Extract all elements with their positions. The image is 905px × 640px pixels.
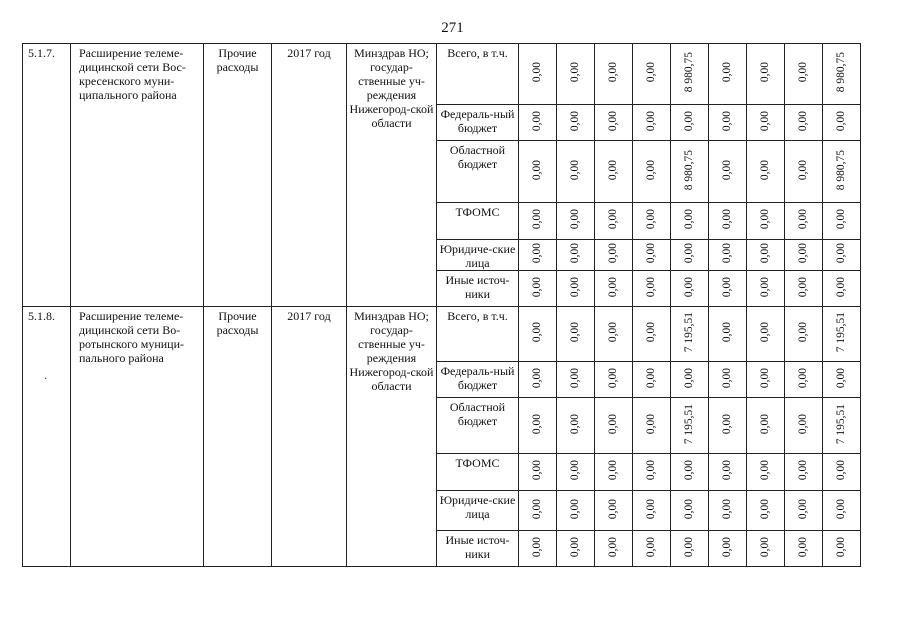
value-cell: [671, 203, 709, 240]
value-text: 0,00: [721, 62, 733, 83]
value-text: 0,00: [645, 498, 657, 520]
value-text: 0,00: [607, 243, 619, 264]
value-cell: [633, 398, 671, 454]
value-cell: [519, 531, 557, 567]
value-cell: [823, 307, 861, 362]
value-text: 0,00: [531, 322, 543, 343]
value-cell: [633, 491, 671, 531]
value-text: 0,00: [721, 243, 733, 264]
value-text: 0,00: [797, 159, 809, 181]
value-text: 0,00: [797, 110, 809, 132]
funding-source: Всего, в т.ч.: [437, 44, 519, 105]
value-text: 0,00: [721, 322, 733, 343]
page-number: 271: [441, 20, 464, 36]
value-text: 0,00: [721, 110, 733, 132]
year-cell: 2017 год: [272, 307, 347, 567]
value-text: 0,00: [607, 536, 619, 558]
value-text: 0,00: [759, 62, 771, 83]
value-text: 0,00: [759, 209, 771, 230]
value-text: 0,00: [645, 322, 657, 343]
value-text: 0,00: [835, 209, 847, 230]
value-text: 0,00: [607, 62, 619, 83]
value-cell: [633, 240, 671, 271]
value-cell: [709, 362, 747, 398]
funding-source: Юридиче-ские лица: [437, 240, 519, 271]
value-text: 0,00: [683, 367, 695, 389]
value-text: 0,00: [759, 110, 771, 132]
value-text: 0,00: [569, 209, 581, 230]
value-cell: [595, 362, 633, 398]
value-cell: [747, 307, 785, 362]
table-row: [23, 307, 861, 362]
value-cell: [519, 105, 557, 141]
value-cell: [747, 44, 785, 105]
value-text: 0,00: [835, 536, 847, 558]
value-text: 8 980,75: [835, 149, 847, 191]
value-text: 0,00: [683, 209, 695, 230]
value-cell: [519, 491, 557, 531]
value-text: 0,00: [607, 413, 619, 435]
item-name: Расширение телеме-дицинской сети Вос-кресенского муни-ципального района: [71, 44, 204, 307]
value-text: 0,00: [645, 276, 657, 298]
value-text: 0,00: [835, 243, 847, 264]
value-text: 0,00: [759, 367, 771, 389]
value-cell: [671, 44, 709, 105]
value-text: 0,00: [835, 110, 847, 132]
value-text: 0,00: [645, 243, 657, 264]
value-text: 0,00: [569, 498, 581, 520]
value-cell: [519, 240, 557, 271]
executor-cell: Минздрав НО; государ-ственные уч-реждения Нижегород-ской области: [347, 307, 437, 567]
value-cell: [747, 240, 785, 271]
value-cell: [633, 362, 671, 398]
value-text: 0,00: [759, 322, 771, 343]
value-cell: [595, 44, 633, 105]
value-text: 8 980,75: [683, 149, 695, 191]
value-text: 0,00: [645, 110, 657, 132]
value-text: 0,00: [607, 209, 619, 230]
funding-source: ТФОМС: [437, 203, 519, 240]
value-cell: [557, 203, 595, 240]
value-text: 0,00: [569, 460, 581, 481]
value-text: 0,00: [721, 209, 733, 230]
value-text: 0,00: [645, 159, 657, 181]
funding-source: Иные источ-ники: [437, 531, 519, 567]
value-cell: [671, 491, 709, 531]
value-cell: [747, 531, 785, 567]
value-text: 8 980,75: [683, 52, 695, 93]
value-cell: [557, 531, 595, 567]
value-text: 0,00: [797, 243, 809, 264]
value-text: 0,00: [759, 498, 771, 520]
value-text: 0,00: [797, 209, 809, 230]
value-cell: [671, 531, 709, 567]
value-cell: [709, 491, 747, 531]
value-cell: [633, 531, 671, 567]
value-cell: [709, 203, 747, 240]
value-text: 0,00: [721, 276, 733, 298]
value-text: 0,00: [797, 62, 809, 83]
value-cell: [671, 362, 709, 398]
value-text: 0,00: [569, 62, 581, 83]
value-cell: [557, 398, 595, 454]
value-text: 0,00: [569, 159, 581, 181]
value-cell: [747, 105, 785, 141]
value-cell: [633, 271, 671, 307]
value-cell: [785, 141, 823, 203]
value-text: 0,00: [721, 460, 733, 481]
value-cell: [823, 203, 861, 240]
value-cell: [823, 362, 861, 398]
value-text: 7 195,51: [683, 403, 695, 445]
value-cell: [823, 491, 861, 531]
value-text: 0,00: [797, 276, 809, 298]
value-cell: [671, 105, 709, 141]
expense-type: Прочие расходы: [204, 307, 272, 567]
value-text: 0,00: [645, 460, 657, 481]
value-cell: [633, 203, 671, 240]
value-cell: [557, 362, 595, 398]
value-text: 0,00: [721, 413, 733, 435]
value-cell: [519, 203, 557, 240]
value-cell: [557, 44, 595, 105]
value-text: 0,00: [531, 243, 543, 264]
value-cell: [823, 531, 861, 567]
value-text: 7 195,51: [835, 312, 847, 353]
stray-mark: ·: [44, 374, 48, 385]
value-text: 0,00: [531, 367, 543, 389]
value-text: 0,00: [569, 367, 581, 389]
value-text: 0,00: [569, 413, 581, 435]
value-text: 0,00: [531, 62, 543, 83]
value-text: 0,00: [797, 498, 809, 520]
value-text: 0,00: [569, 276, 581, 298]
value-text: 0,00: [759, 159, 771, 181]
value-cell: [633, 44, 671, 105]
value-text: 0,00: [683, 498, 695, 520]
value-text: 0,00: [531, 413, 543, 435]
value-text: 0,00: [531, 110, 543, 132]
value-text: 0,00: [721, 536, 733, 558]
value-text: 0,00: [645, 536, 657, 558]
value-cell: [519, 362, 557, 398]
value-text: 0,00: [531, 498, 543, 520]
value-cell: [823, 141, 861, 203]
value-cell: [785, 531, 823, 567]
value-text: 0,00: [759, 243, 771, 264]
value-text: 0,00: [759, 536, 771, 558]
value-text: 0,00: [759, 276, 771, 298]
value-text: 0,00: [607, 498, 619, 520]
funding-source: Областной бюджет: [437, 398, 519, 454]
value-text: 0,00: [531, 209, 543, 230]
value-text: 0,00: [607, 367, 619, 389]
value-text: 0,00: [569, 536, 581, 558]
funding-source: Областной бюджет: [437, 141, 519, 203]
value-text: 0,00: [569, 110, 581, 132]
value-cell: [557, 271, 595, 307]
value-cell: [785, 105, 823, 141]
value-cell: [785, 307, 823, 362]
value-text: 0,00: [683, 110, 695, 132]
value-text: 0,00: [645, 62, 657, 83]
value-cell: [671, 398, 709, 454]
value-cell: [671, 271, 709, 307]
value-text: 0,00: [607, 159, 619, 181]
value-text: 0,00: [835, 367, 847, 389]
value-cell: [823, 44, 861, 105]
value-cell: [823, 105, 861, 141]
value-cell: [671, 307, 709, 362]
funding-source: Федераль-ный бюджет: [437, 105, 519, 141]
item-code: 5.1.7.: [23, 44, 71, 307]
value-cell: [595, 531, 633, 567]
value-text: 0,00: [531, 159, 543, 181]
value-cell: [633, 141, 671, 203]
value-text: 0,00: [797, 536, 809, 558]
value-cell: [671, 454, 709, 491]
value-text: 0,00: [721, 159, 733, 181]
value-cell: [595, 203, 633, 240]
value-cell: [519, 307, 557, 362]
value-text: 0,00: [645, 209, 657, 230]
funding-source: ТФОМС: [437, 454, 519, 491]
value-cell: [557, 105, 595, 141]
value-cell: [595, 454, 633, 491]
value-text: 0,00: [721, 498, 733, 520]
value-text: 0,00: [607, 322, 619, 343]
value-cell: [823, 398, 861, 454]
value-cell: [595, 491, 633, 531]
table-row: [23, 44, 861, 105]
value-cell: [671, 141, 709, 203]
value-cell: [709, 105, 747, 141]
value-cell: [785, 240, 823, 271]
value-text: 0,00: [835, 460, 847, 481]
value-cell: [709, 141, 747, 203]
value-text: 0,00: [721, 367, 733, 389]
value-text: 0,00: [797, 367, 809, 389]
value-cell: [785, 491, 823, 531]
value-cell: [519, 398, 557, 454]
value-text: 0,00: [683, 243, 695, 264]
value-text: 0,00: [531, 276, 543, 298]
value-cell: [747, 491, 785, 531]
value-text: 0,00: [607, 110, 619, 132]
item-code: 5.1.8.: [23, 307, 71, 567]
value-text: 0,00: [569, 322, 581, 343]
value-cell: [709, 44, 747, 105]
value-text: 0,00: [607, 276, 619, 298]
value-cell: [823, 271, 861, 307]
value-cell: [747, 398, 785, 454]
value-cell: [709, 307, 747, 362]
value-cell: [747, 454, 785, 491]
value-text: 0,00: [835, 498, 847, 520]
value-cell: [709, 531, 747, 567]
value-cell: [709, 271, 747, 307]
expense-type: Прочие расходы: [204, 44, 272, 307]
value-cell: [595, 271, 633, 307]
item-name: Расширение телеме-дицинской сети Во-ротынского муници-пального района: [71, 307, 204, 567]
funding-source: Всего, в т.ч.: [437, 307, 519, 362]
value-text: 0,00: [835, 276, 847, 298]
value-cell: [785, 271, 823, 307]
value-cell: [519, 271, 557, 307]
budget-body: [23, 44, 861, 567]
value-text: 0,00: [645, 413, 657, 435]
value-cell: [823, 240, 861, 271]
value-text: 0,00: [683, 460, 695, 481]
value-cell: [595, 398, 633, 454]
value-text: 0,00: [797, 322, 809, 343]
value-cell: [747, 203, 785, 240]
value-cell: [595, 240, 633, 271]
funding-source: Федераль-ный бюджет: [437, 362, 519, 398]
value-cell: [557, 240, 595, 271]
value-text: 0,00: [683, 276, 695, 298]
value-cell: [557, 307, 595, 362]
year-cell: 2017 год: [272, 44, 347, 307]
value-text: 8 980,75: [835, 52, 847, 93]
value-text: 0,00: [797, 460, 809, 481]
value-text: 7 195,51: [683, 312, 695, 353]
value-cell: [595, 141, 633, 203]
value-text: 0,00: [759, 413, 771, 435]
value-cell: [557, 454, 595, 491]
value-text: 0,00: [569, 243, 581, 264]
value-cell: [709, 454, 747, 491]
value-cell: [709, 398, 747, 454]
value-cell: [595, 105, 633, 141]
value-text: 0,00: [797, 413, 809, 435]
value-text: 0,00: [531, 536, 543, 558]
funding-source: Юридиче-ские лица: [437, 491, 519, 531]
funding-source: Иные источ-ники: [437, 271, 519, 307]
value-cell: [519, 454, 557, 491]
value-cell: [633, 105, 671, 141]
value-cell: [747, 362, 785, 398]
value-text: 0,00: [759, 460, 771, 481]
value-text: 0,00: [645, 367, 657, 389]
value-cell: [785, 203, 823, 240]
value-cell: [709, 240, 747, 271]
value-cell: [519, 141, 557, 203]
value-cell: [785, 362, 823, 398]
value-cell: [785, 44, 823, 105]
value-cell: [747, 141, 785, 203]
value-text: 7 195,51: [835, 403, 847, 445]
value-text: 0,00: [607, 460, 619, 481]
value-cell: [785, 398, 823, 454]
value-cell: [747, 271, 785, 307]
value-cell: [823, 454, 861, 491]
value-cell: [633, 307, 671, 362]
value-cell: [519, 44, 557, 105]
value-cell: [633, 454, 671, 491]
executor-cell: Минздрав НО; государ-ственные уч-реждения Нижегород-ской области: [347, 44, 437, 307]
value-cell: [785, 454, 823, 491]
budget-table: [22, 43, 861, 567]
value-cell: [671, 240, 709, 271]
value-cell: [595, 307, 633, 362]
value-text: 0,00: [531, 460, 543, 481]
value-cell: [557, 141, 595, 203]
value-text: 0,00: [683, 536, 695, 558]
value-cell: [557, 491, 595, 531]
